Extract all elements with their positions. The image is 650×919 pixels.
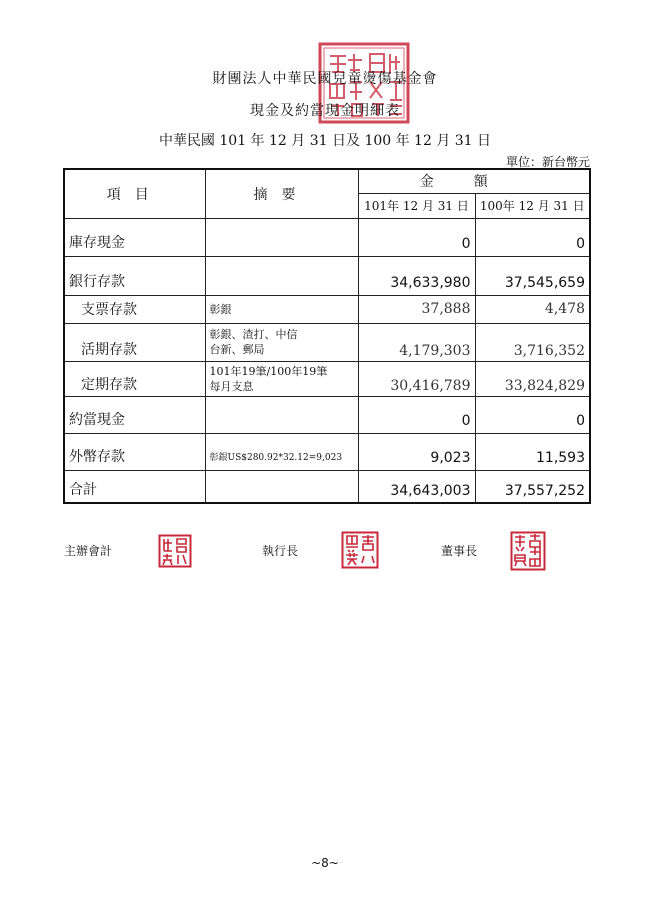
row-value-2011: 4,478 [475, 295, 590, 323]
col-header-amount: 金額 [358, 169, 590, 193]
row-memo: 彰銀 [205, 295, 358, 323]
row-item: 庫存現金 [64, 218, 205, 256]
table-row [64, 218, 590, 256]
row-value-2012: 30,416,789 [358, 361, 475, 396]
row-value-2011: 0 [475, 218, 590, 256]
table-row [64, 256, 590, 295]
table-row-total [64, 470, 590, 503]
row-value-2012: 37,888 [358, 295, 475, 323]
row-value-2012: 4,179,303 [358, 323, 475, 361]
row-item: 支票存款 [64, 295, 205, 323]
row-memo [205, 470, 358, 503]
row-item: 外幣存款 [64, 433, 205, 470]
row-memo-line: 彰銀、渣打、中信 [209, 328, 298, 341]
table-row [64, 361, 590, 396]
row-value-2011: 0 [475, 396, 590, 433]
row-value-2011: 3,716,352 [475, 323, 590, 361]
accountant-label: 主辦會計 [64, 544, 113, 558]
col-header-memo: 摘要 [205, 169, 358, 218]
row-value-2012: 0 [358, 396, 475, 433]
row-value-2011: 37,545,659 [475, 256, 590, 295]
row-item: 活期存款 [64, 323, 205, 361]
row-item: 合計 [64, 470, 205, 503]
row-value-2012: 0 [358, 218, 475, 256]
row-memo: 彰銀US$280.92*32.12=9,023 [205, 433, 358, 470]
col-header-2012: 101年 12 月 31 日 [358, 193, 475, 218]
organization-name: 財團法人中華民國兒童燙傷基金會 [212, 71, 438, 87]
report-title: 現金及約當現金明細表 [250, 103, 400, 119]
page-number: ~8~ [311, 856, 339, 870]
table-row [64, 323, 590, 361]
row-memo [205, 396, 358, 433]
row-item: 銀行存款 [64, 256, 205, 295]
accountant-seal [158, 534, 192, 568]
row-memo-line: 101年19筆/100年19筆 [209, 364, 328, 378]
ceo-label: 執行長 [262, 544, 299, 558]
row-memo [205, 361, 358, 396]
report-period: 中華民國 101 年 12 月 31 日及 100 年 12 月 31 日 [158, 133, 492, 149]
table-row [64, 396, 590, 433]
currency-unit: 單位：新台幣元 [505, 155, 590, 169]
row-memo-line: 每月支息 [209, 379, 254, 393]
row-memo [205, 218, 358, 256]
row-value-2012: 9,023 [358, 433, 475, 470]
chairman-label: 董事長 [441, 544, 478, 558]
chairman-seal [510, 531, 546, 571]
row-item: 定期存款 [64, 361, 205, 396]
row-value-2012: 34,633,980 [358, 256, 475, 295]
row-memo [205, 256, 358, 295]
row-value-2011: 37,557,252 [475, 470, 590, 503]
col-header-item: 項目 [64, 169, 205, 218]
ceo-seal [341, 531, 379, 569]
table-row [64, 295, 590, 323]
row-value-2011: 33,824,829 [475, 361, 590, 396]
row-item: 約當現金 [64, 396, 205, 433]
col-header-2011: 100年 12 月 31 日 [475, 193, 590, 218]
row-value-2011: 11,593 [475, 433, 590, 470]
row-memo [205, 323, 358, 361]
cash-detail-table [63, 168, 591, 504]
row-value-2012: 34,643,003 [358, 470, 475, 503]
table-row [64, 433, 590, 470]
row-memo-line: 台新、郵局 [209, 343, 265, 356]
